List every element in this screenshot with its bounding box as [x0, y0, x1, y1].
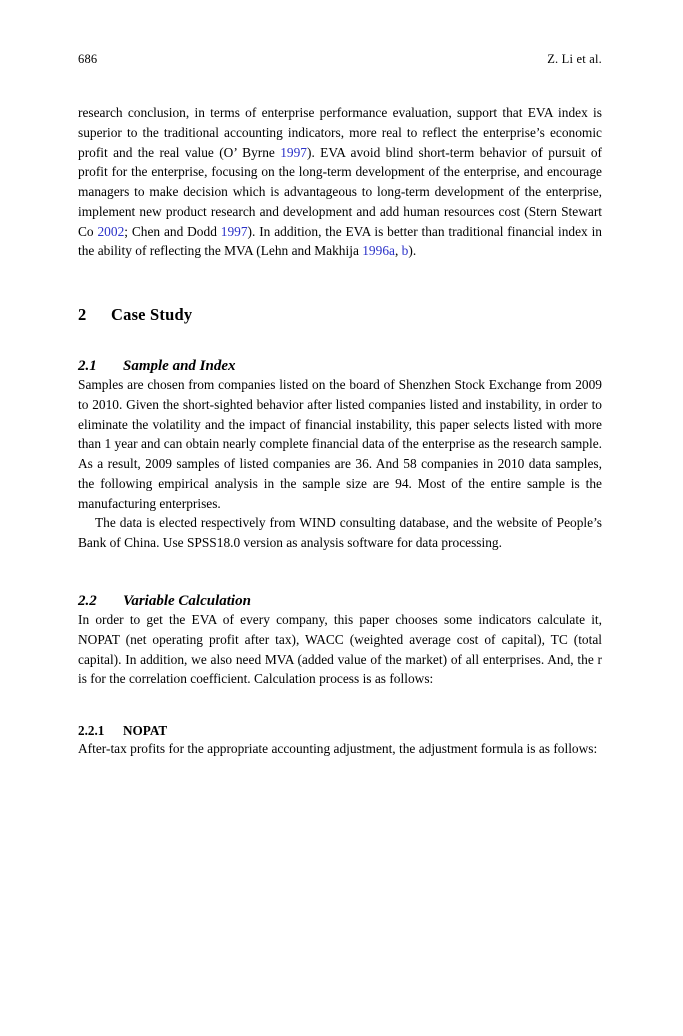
citation-chen-dodd-1997[interactable]: 1997: [220, 223, 248, 239]
heading-section-2: [78, 305, 602, 325]
section-2-number: 2: [78, 305, 87, 325]
intro-text-part2: ). EVA avoid blind short-term behavior of pursuit of profit for the enterprise, focusing on the long-term development of the enterprise, and encourage managers to make decision which is advantageous to long-term development of the enterprise, implement new product research and development and add human resources cost (Stern Stewart Co: [78, 144, 602, 239]
subsection-2-1-number: 2.1: [78, 358, 97, 375]
heading-subsection-2-1: [78, 358, 602, 375]
paragraph-sample-1: Samples are chosen from companies listed on the board of Shenzhen Stock Exchange from 2009 to 2010. Given the short-sighted behavior after listed companies listed and instability, in order to eliminate the volatility and the impact of financial instability, this paper selects listed with more than 1 year and can obtain nearly complete financial data of the enterprise as the research sample. As a result, 2009 samples of listed companies are 36. And 58 companies in 2010 data samples, the following empirical analysis in the sample size are 94. Most of the entire sample is the manufacturing enterprises.: [78, 377, 602, 511]
running-head-authors: Z. Li et al.: [547, 52, 602, 66]
paragraph-sample-2: The data is elected respectively from WIND consulting database, and the website of People’s Bank of China. Use SPSS18.0 version as analysis software for data processing.: [78, 515, 602, 551]
page-content: [78, 52, 602, 759]
intro-text-part5: ,: [394, 243, 402, 259]
citation-lehn-makhija-1996a[interactable]: 1996a: [362, 243, 395, 259]
subsection-2-1-title: Sample and Index: [123, 358, 236, 375]
intro-text-part4: ). In addition, the EVA is better than traditional financial index in the ability of reflecting the MVA (Lehn and Makhija: [78, 223, 602, 259]
citation-obyrne-1997[interactable]: 1997: [280, 144, 307, 160]
citation-stern-stewart-2002[interactable]: 2002: [97, 223, 125, 239]
page-number: 686: [78, 52, 98, 66]
section-2-title: Case Study: [111, 305, 193, 325]
paragraph-variable-1: In order to get the EVA of every company, this paper chooses some indicators calculate it, NOPAT (net operating profit after tax), WACC (weighted average cost of capital), TC (total capital). In addition, we also need MVA (added value of the market) of all enterprises. And, the r is for the correlation coefficient. Calculation process is as follows:: [78, 612, 602, 687]
paragraph-intro: [78, 103, 602, 261]
subsubsection-2-2-1-number: 2.2.1: [78, 723, 105, 739]
paragraph-nopat-1: After-tax profits for the appropriate accounting adjustment, the adjustment formula is as follows:: [78, 741, 598, 757]
heading-subsubsection-2-2-1: [78, 723, 602, 739]
citation-lehn-makhija-1996b[interactable]: b: [401, 243, 409, 259]
intro-text-part1: research conclusion, in terms of enterprise performance evaluation, support that EVA index is superior to the traditional accounting indicators, more real to reflect the enterprise’s economic profit and the real value (O’ Byrne: [78, 105, 602, 160]
heading-subsection-2-2: [78, 593, 602, 610]
intro-text-part3: ; Chen and Dodd: [124, 223, 221, 239]
running-head: [78, 52, 602, 67]
subsubsection-2-2-1-title: NOPAT: [123, 723, 168, 739]
intro-text-part6: ).: [408, 243, 417, 259]
subsection-2-2-title: Variable Calculation: [123, 593, 251, 610]
subsection-2-2-number: 2.2: [78, 593, 97, 610]
